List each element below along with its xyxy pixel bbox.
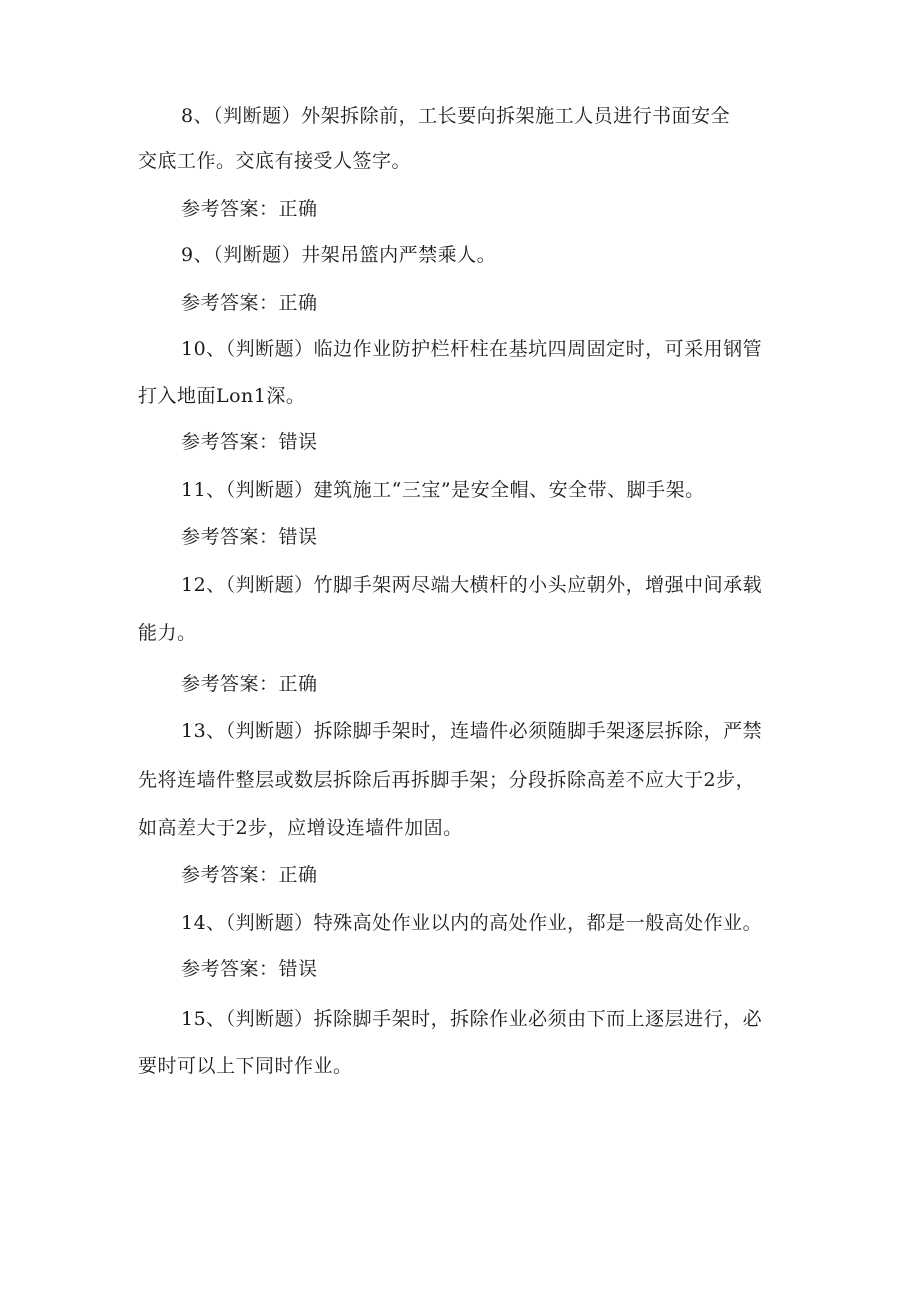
question-10-line-1: 10、（判断题）临边作业防护栏杆柱在基坑四周固定时，可采用钢管 [181,338,763,360]
answer-13: 参考答案：正确 [181,864,318,886]
question-12-line-2: 能力。 [138,622,197,644]
question-9-line-1: 9、（判断题）井架吊篮内严禁乘人。 [181,244,497,266]
question-13-line-1: 13、（判断题）拆除脚手架时，连墙件必须随脚手架逐层拆除，严禁 [181,720,763,742]
question-8-line-1: 8、（判断题）外架拆除前，工长要向拆架施工人员进行书面安全 [181,105,731,127]
answer-14: 参考答案：错误 [181,958,318,980]
answer-8: 参考答案：正确 [181,198,318,220]
answer-9: 参考答案：正确 [181,292,318,314]
question-8-line-2: 交底工作。交底有接受人签字。 [138,150,412,172]
question-12-line-1: 12、（判断题）竹脚手架两尽端大横杆的小头应朝外，增强中间承载 [181,574,763,596]
question-15-line-2: 要时可以上下同时作业。 [138,1055,353,1077]
question-10-line-2: 打入地面Lon1深。 [138,385,306,407]
answer-12: 参考答案：正确 [181,673,318,695]
question-15-line-1: 15、（判断题）拆除脚手架时，拆除作业必须由下而上逐层进行，必 [181,1008,763,1030]
answer-10: 参考答案：错误 [181,431,318,453]
question-14-line-1: 14、（判断题）特殊高处作业以内的高处作业，都是一般高处作业。 [181,912,763,934]
question-11-line-1: 11、（判断题）建筑施工“三宝”是安全帽、安全带、脚手架。 [181,479,705,501]
answer-11: 参考答案：错误 [181,526,318,548]
question-13-line-3: 如高差大于2步，应增设连墙件加固。 [138,817,463,839]
question-13-line-2: 先将连墙件整层或数层拆除后再拆脚手架；分段拆除高差不应大于2步， [138,769,756,791]
